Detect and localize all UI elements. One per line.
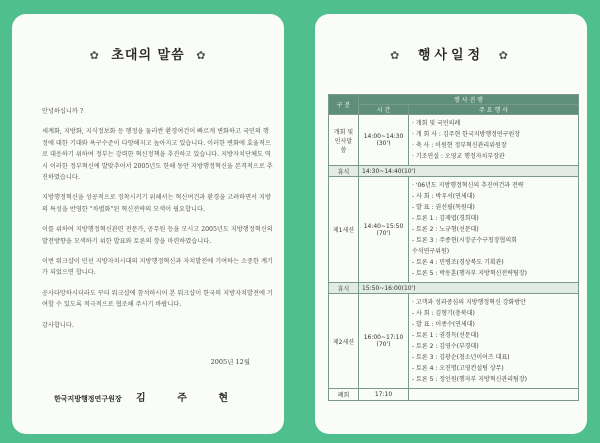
signer-name: 김 주 현 [136,393,242,404]
row-content [409,389,579,401]
list-item: - 토론 2 : 김영수(부경대) [412,343,479,350]
letter-paragraph: 이번 워크샵이 민선 지방자치시대의 지방행정혁신과 자치발전에 기여하는 소중한 계기가 되었으면 합니다. [42,258,273,277]
table-row-close [329,389,579,401]
letter-paragraph: 지방행정혁신을 성공적으로 정착시키기 위해서는 혁신여건과 환경을 고려하면서 지방의 특성을 반영한 "차별화"된 혁신전략의 모색이 필요합니다. [42,194,271,213]
row-section: 폐회 [329,389,359,401]
letter-paragraph: 공사다망하시더라도 꾸더 워크샵에 참석하시어 본 워크샵이 한국의 지방자치발전에 기여할 수 있도록 적극적으로 협조해 주시기 바랍니다. [42,289,273,309]
letter-date: 2005년 12월 [210,358,250,366]
table-row-break [329,283,579,294]
row-content [409,177,579,283]
list-item: - 토론 1 : 권경득(선문대) [412,332,479,339]
signer-organization: 한국지방행정연구원장 [53,395,122,403]
schedule-panel [315,14,587,434]
flower-ornament-icon: ✿ [498,49,512,62]
letter-paragraph: 세계화, 지방화, 지식정보화 등 행정을 둘러싼 환경여건이 빠르게 변화하고 국민의 행정에 대한 기대와 욕구수준이 다양해지고 높아지고 있습니다. 이러한 변화에 효율적으로 대응하기 위하여 정부는 강력한 혁신정책을 추진하고 있습니다. 지방자치단체도 역시 이러한 정부혁신에 발맞추어서 2005년도 한해 동안 지방행정혁신을 본격적으로 추진하였습니다. [42,128,273,182]
row-content [409,294,579,389]
schedule-table [328,94,579,401]
schedule-title [315,44,587,63]
list-item: - 토론 4 : 민병조(경상북도 기획관) [412,259,504,266]
row-time-range: 14:40~15:50 [363,222,404,230]
invitation-title-text: 초대의 말씀 [111,48,185,63]
list-item: - 사 회 : 김형기(충북대) [412,310,475,317]
flower-ornament-icon: ✿ [89,49,100,62]
invitation-letter-body [42,106,274,340]
list-item: - 발 표 : 이종수(연세대) [412,321,475,328]
table-row [329,294,579,389]
row-time [359,115,409,166]
list-item: · 개회 및 국민의례 [412,120,461,127]
flower-ornament-icon: ✿ [390,49,404,62]
letter-signer [12,389,284,404]
header-section: 구 분 [329,95,359,115]
list-item: · 고객과 성과중심의 지방행정혁신 강화방안 [412,299,526,306]
list-item: - 토론 2 : 노규형(선문대) [412,226,479,233]
flower-ornament-icon: ✿ [196,49,207,62]
list-item: - 토론 3 : 주종현(시장군수구청장협의회 [412,237,517,244]
list-item: - 토론 1 : 김재엽(경희대) [412,215,479,222]
list-item: · 개 회 사 : 김주현 한국지방행정연구원장 [412,131,521,138]
table-header-row [329,95,579,105]
letter-paragraph: 감사합니다. [42,321,74,329]
row-section: 휴식 [329,283,359,294]
row-time [359,294,409,389]
list-item: · 기조연설 : 오영교 행정자치부장관 [412,153,505,160]
schedule-title-text: 행사일정 [417,48,485,63]
invitation-panel [12,14,284,434]
list-item: - 발 표 : 권선필(목원대) [412,204,475,211]
header-content: 주 요 행 사 [409,105,579,115]
header-time: 시 간 [359,105,409,115]
list-item: 수석연구위원) [412,248,450,255]
list-item: - 토론 5 : 박동훈(행자부 지방혁신전략팀장) [412,270,527,277]
row-time [359,177,409,283]
row-section: 제2세션 [329,294,359,389]
table-header-row [329,105,579,115]
table-row-break [329,166,579,177]
row-duration: (30') [376,140,391,147]
row-section: 개회 및 인사말씀 [329,115,359,166]
invitation-title [12,44,284,63]
letter-paragraph: 이를 위하여 지방행정혁신관련 전문가, 공무원 등을 모시고 2005년도 지방행정혁신의 발전방향을 모색하기 위한 발표와 토론의 장을 마련하였습니다. [42,226,273,245]
table-row [329,177,579,283]
list-item: · '06년도 지방행정혁신의 추진여건과 전략 [412,182,524,189]
table-row [329,115,579,166]
letter-paragraph: 안녕하십니까 ? [42,108,84,115]
row-time: 17:10 [359,389,409,401]
row-time-range: 14:00~14:30 [363,133,404,140]
row-section: 휴식 [329,166,359,177]
row-duration: (70') [376,229,391,237]
row-time: 15:50~16:00(10') [359,283,579,294]
list-item: - 토론 3 : 김광순(청소년이어즈 대표) [412,354,510,361]
list-item: - 토론 4 : 오진명(고영컨설팅 상무) [412,365,504,372]
row-time-range: 16:00~17:10 [363,334,404,341]
list-item: - 사 회 : 박우서(연세대) [412,193,475,200]
header-group: 행 사 진 행 [359,95,579,105]
list-item: · 축 사 : 이원현 정부혁신관리위원장 [412,142,507,149]
row-duration: (70') [376,341,391,348]
list-item: - 토론 5 : 정인원(행자부 지방혁신관리팀장) [412,376,527,383]
row-content [409,115,579,166]
row-time: 14:30~14:40(10') [359,166,579,177]
row-section: 제1세션 [329,177,359,283]
